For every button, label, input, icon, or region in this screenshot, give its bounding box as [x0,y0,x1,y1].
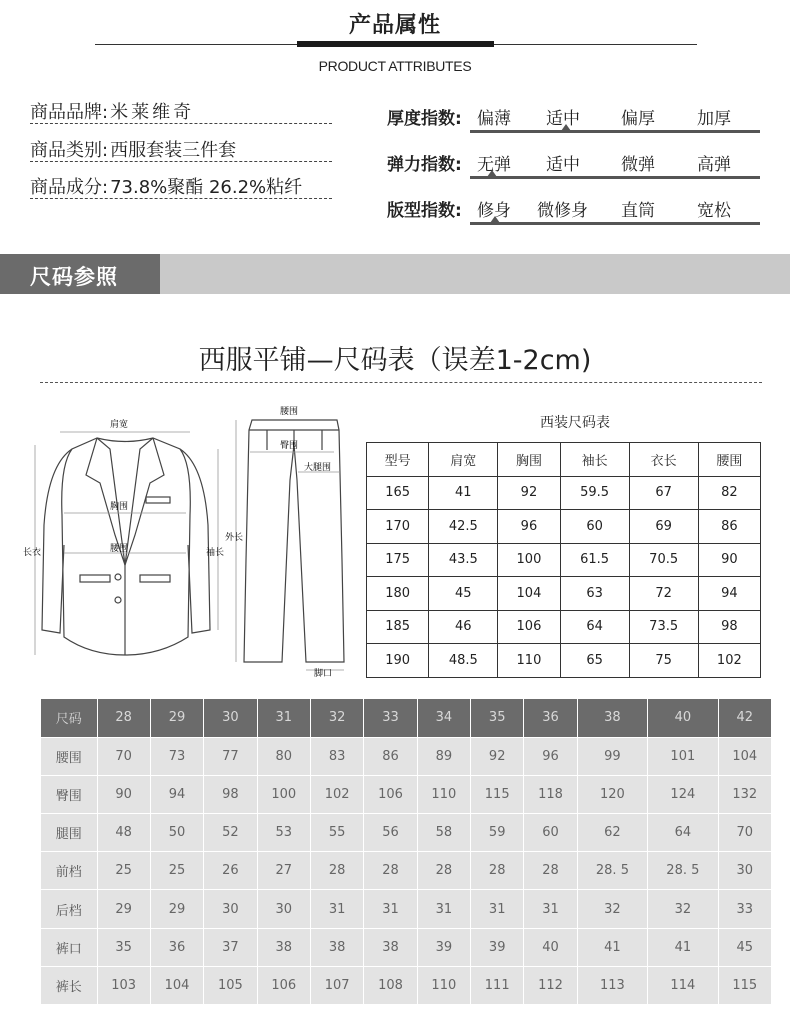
table-cell: 111 [471,966,524,1004]
fit-index-label: 版型指数: [387,201,462,221]
table-cell: 59 [471,814,524,852]
table-cell: 42.5 [429,510,498,544]
table-cell: 41 [429,476,498,510]
suit-table-caption: 西装尺码表 [540,415,610,431]
table-cell: 165 [367,476,429,510]
table-cell: 30 [718,852,771,890]
table-cell: 132 [718,775,771,813]
table-cell: 41 [648,928,718,966]
pants-diagram [222,400,357,680]
attribute-brand [30,98,332,124]
row-label-cell: 后档 [41,890,97,928]
row-label-cell: 臀围 [41,775,97,813]
table-cell: 82 [698,476,760,510]
table-cell: 26 [204,852,257,890]
table-cell: 37 [204,928,257,966]
table-cell: 60 [524,814,577,852]
table-cell: 28 [417,852,470,890]
table-cell: 104 [150,966,203,1004]
pants-size-table [41,699,772,1005]
attribute-value: 西服套装三件套 [110,140,237,161]
row-label-cell: 裤口 [41,928,97,966]
table-cell: 36 [150,928,203,966]
table-cell: 108 [364,966,417,1004]
table-cell: 58 [417,814,470,852]
table-header-cell: 衣长 [629,443,698,477]
table-cell: 90 [698,543,760,577]
table-cell: 31 [417,890,470,928]
row-label-cell: 腰围 [41,737,97,775]
table-cell: 30 [204,890,257,928]
table-cell: 120 [577,775,647,813]
table-cell: 39 [417,928,470,966]
table-cell: 96 [524,737,577,775]
table-cell: 48.5 [429,644,498,678]
table-cell: 100 [257,775,310,813]
fit-scale [470,222,760,225]
table-cell: 72 [629,577,698,611]
jacket-chest-label: 胸围 [110,502,129,512]
table-header-cell: 袖长 [560,443,629,477]
table-header-cell: 31 [257,699,310,737]
table-header-cell: 型号 [367,443,429,477]
table-cell: 77 [204,737,257,775]
elasticity-option: 适中 [546,155,580,175]
table-header-cell: 36 [524,699,577,737]
page-title: 产品属性 [348,13,441,38]
elasticity-option: 高弹 [697,155,731,175]
table-header-row [367,443,761,477]
table-cell: 28 [364,852,417,890]
table-header-cell: 腰围 [698,443,760,477]
pants-thigh-label: 大腿围 [304,463,332,473]
table-cell: 67 [629,476,698,510]
table-cell: 40 [524,928,577,966]
table-cell: 73.5 [629,610,698,644]
table-cell: 114 [648,966,718,1004]
table-cell: 185 [367,610,429,644]
table-cell: 92 [498,476,560,510]
table-cell: 31 [310,890,363,928]
attribute-label: 商品成分: [30,177,109,198]
table-cell: 31 [471,890,524,928]
thickness-option: 加厚 [697,109,731,129]
table-cell: 56 [364,814,417,852]
table-cell: 63 [560,577,629,611]
table-cell: 52 [204,814,257,852]
pants-waist-label: 腰围 [280,407,299,417]
table-row [367,510,761,544]
table-header-cell: 40 [648,699,718,737]
table-cell: 32 [577,890,647,928]
table-cell: 28 [310,852,363,890]
table-header-cell: 30 [204,699,257,737]
table-row [41,966,772,1004]
pants-hem-label: 脚口 [314,669,333,679]
table-cell: 59.5 [560,476,629,510]
table-cell: 106 [498,610,560,644]
table-cell: 112 [524,966,577,1004]
table-cell: 73 [150,737,203,775]
table-row [41,737,772,775]
table-cell: 170 [367,510,429,544]
table-row [41,928,772,966]
thickness-scale [470,130,760,133]
row-label-cell: 前档 [41,852,97,890]
table-cell: 55 [310,814,363,852]
table-cell: 43.5 [429,543,498,577]
table-cell: 29 [150,890,203,928]
table-cell: 61.5 [560,543,629,577]
table-header-cell: 35 [471,699,524,737]
table-cell: 38 [257,928,310,966]
table-cell: 190 [367,644,429,678]
fit-option: 微修身 [537,201,588,221]
table-cell: 38 [310,928,363,966]
table-cell: 115 [718,966,771,1004]
table-cell: 28 [471,852,524,890]
table-cell: 70 [718,814,771,852]
table-cell: 100 [498,543,560,577]
table-cell: 39 [471,928,524,966]
jacket-sleeve-label: 袖长 [206,548,225,558]
table-cell: 124 [648,775,718,813]
table-row [367,543,761,577]
table-row [367,644,761,678]
table-header-cell: 33 [364,699,417,737]
table-cell: 28. 5 [577,852,647,890]
table-cell: 101 [648,737,718,775]
table-cell: 25 [150,852,203,890]
table-cell: 33 [718,890,771,928]
table-cell: 70.5 [629,543,698,577]
table-cell: 92 [471,737,524,775]
table-cell: 107 [310,966,363,1004]
table-cell: 110 [417,966,470,1004]
table-cell: 90 [97,775,150,813]
table-cell: 70 [97,737,150,775]
pants-hip-label: 臀围 [280,441,299,451]
table-cell: 46 [429,610,498,644]
elasticity-index-label: 弹力指数: [387,155,462,175]
table-cell: 180 [367,577,429,611]
table-cell: 32 [648,890,718,928]
table-cell: 69 [629,510,698,544]
table-cell: 50 [150,814,203,852]
fit-option: 修身 [477,201,511,221]
table-cell: 48 [97,814,150,852]
jacket-shoulder-label: 肩宽 [110,420,129,430]
jacket-waist-label: 腰围 [110,544,129,554]
table-cell: 64 [648,814,718,852]
page-subtitle: PRODUCT ATTRIBUTES [318,58,472,74]
elasticity-scale [470,176,760,179]
table-row [367,476,761,510]
elasticity-option: 微弹 [621,155,655,175]
table-cell: 104 [498,577,560,611]
table-cell: 41 [577,928,647,966]
table-header-cell: 32 [310,699,363,737]
attribute-category [30,136,332,162]
table-cell: 106 [257,966,310,1004]
jacket-diagram [20,405,235,680]
table-cell: 31 [524,890,577,928]
section-title: 尺码参照 [0,254,160,294]
size-chart-title: 西服平铺—尺码表（误差1-2cm) [198,345,592,376]
table-cell: 38 [364,928,417,966]
attribute-label: 商品类别: [30,140,109,161]
table-cell: 106 [364,775,417,813]
table-cell: 83 [310,737,363,775]
table-cell: 27 [257,852,310,890]
table-cell: 75 [629,644,698,678]
table-cell: 86 [364,737,417,775]
table-cell: 110 [417,775,470,813]
table-cell: 45 [718,928,771,966]
table-cell: 65 [560,644,629,678]
table-row [367,610,761,644]
fit-option: 宽松 [697,201,731,221]
table-cell: 45 [429,577,498,611]
table-cell: 60 [560,510,629,544]
attribute-value: 73.8%聚酯 26.2%粘纤 [110,177,303,198]
table-cell: 89 [417,737,470,775]
table-cell: 28. 5 [648,852,718,890]
table-cell: 103 [97,966,150,1004]
table-cell: 98 [204,775,257,813]
chart-divider [40,382,762,383]
table-cell: 105 [204,966,257,1004]
row-label-cell: 裤长 [41,966,97,1004]
table-cell: 175 [367,543,429,577]
table-row [41,890,772,928]
row-label-cell: 腿围 [41,814,97,852]
table-row [41,775,772,813]
table-cell: 35 [97,928,150,966]
table-header-row [41,699,772,737]
table-row [41,852,772,890]
suit-size-table [366,442,761,678]
attribute-label: 商品品牌: [30,102,109,123]
table-cell: 28 [524,852,577,890]
table-header-cell: 29 [150,699,203,737]
table-cell: 118 [524,775,577,813]
table-row [367,577,761,611]
table-cell: 25 [97,852,150,890]
table-cell: 113 [577,966,647,1004]
table-cell: 115 [471,775,524,813]
fit-option: 直筒 [621,201,655,221]
table-cell: 80 [257,737,310,775]
thickness-option: 偏薄 [477,109,511,129]
thickness-option: 偏厚 [621,109,655,129]
table-cell: 102 [698,644,760,678]
table-header-cell: 38 [577,699,647,737]
jacket-length-label: 长衣 [23,548,42,558]
pants-outseam-label: 外长 [225,533,244,543]
table-header-cell: 42 [718,699,771,737]
table-cell: 53 [257,814,310,852]
table-header-cell: 肩宽 [429,443,498,477]
thickness-option: 适中 [546,109,580,129]
title-accent-bar [297,41,494,47]
thickness-index-label: 厚度指数: [387,109,462,129]
table-cell: 29 [97,890,150,928]
table-header-cell: 34 [417,699,470,737]
table-row [41,814,772,852]
attribute-material [30,173,332,199]
attribute-value: 米莱维奇 [110,102,195,123]
table-cell: 86 [698,510,760,544]
table-cell: 99 [577,737,647,775]
table-cell: 104 [718,737,771,775]
elasticity-option: 无弹 [477,155,511,175]
table-header-cell: 28 [97,699,150,737]
table-header-cell: 尺码 [41,699,97,737]
table-cell: 30 [257,890,310,928]
table-cell: 94 [698,577,760,611]
table-cell: 98 [698,610,760,644]
table-header-cell: 胸围 [498,443,560,477]
table-cell: 102 [310,775,363,813]
table-cell: 64 [560,610,629,644]
table-cell: 94 [150,775,203,813]
table-cell: 110 [498,644,560,678]
table-cell: 62 [577,814,647,852]
table-cell: 96 [498,510,560,544]
table-cell: 31 [364,890,417,928]
